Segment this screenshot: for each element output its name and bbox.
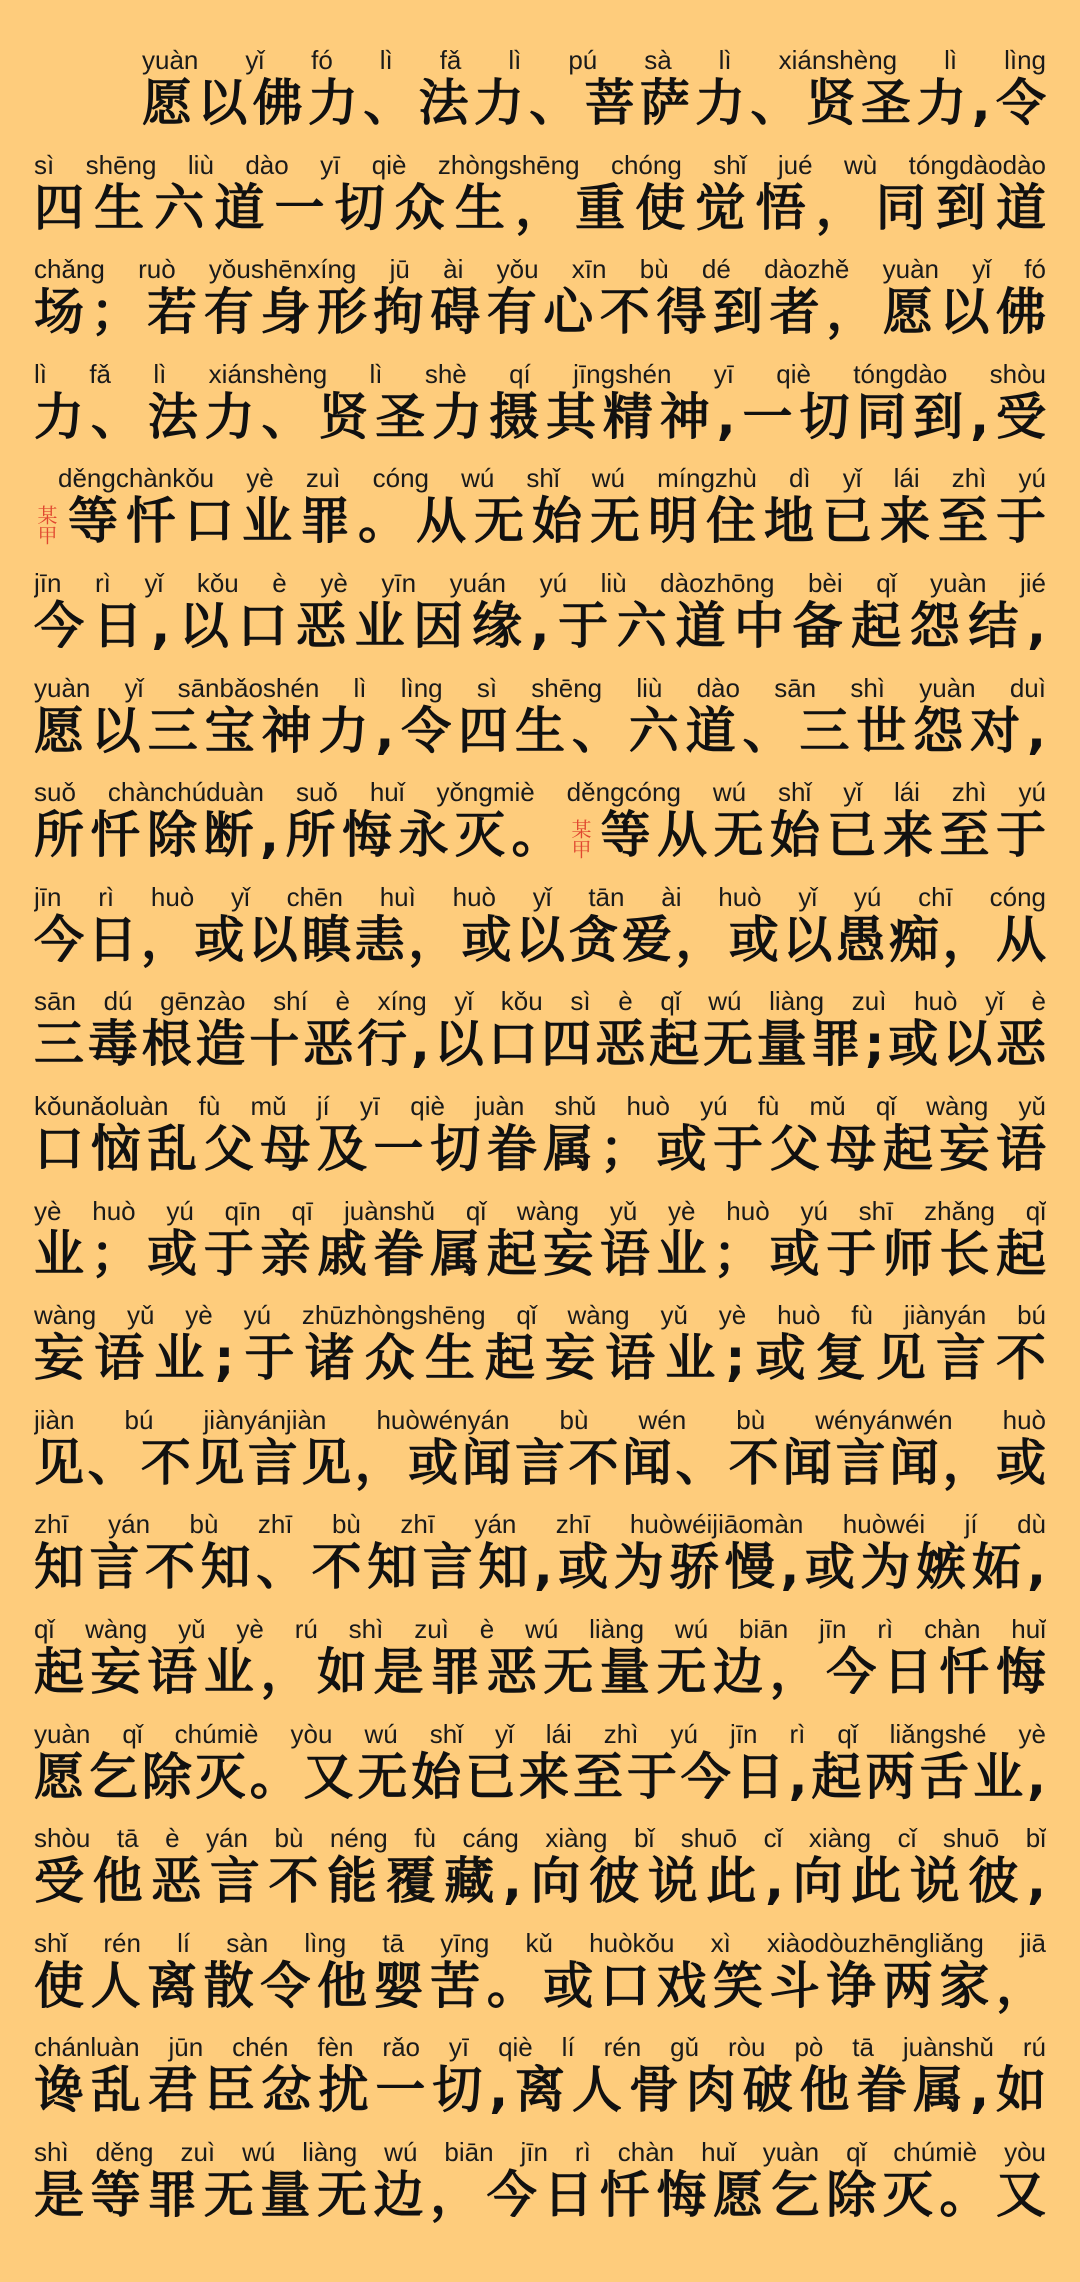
pinyin-row: yuàn qǐ chúmiè yòu wú shǐ yǐ lái zhì yú jīn rì qǐ liǎngshé yè [34, 1718, 1046, 1749]
pinyin-row: chǎng ruò yǒushēnxíng jū ài yǒu xīn bù dé dàozhě yuàn yǐ fó [34, 254, 1046, 285]
pinyin-row: yè huò yú qīn qī juànshǔ qǐ wàng yǔ yè huò yú shī zhǎng qǐ [34, 1195, 1046, 1226]
verse-line-20 [34, 2032, 1046, 2137]
verse-line-21 [34, 2137, 1046, 2242]
pinyin-row: kǒunǎoluàn fù mǔ jí yī qiè juàn shǔ huò yú fù mǔ qǐ wàng yǔ [34, 1090, 1046, 1121]
verse-line-6 [34, 568, 1046, 673]
verse-line-9 [34, 882, 1046, 987]
verse-line-15 [34, 1509, 1046, 1614]
verse-line-11 [34, 1091, 1046, 1196]
verse-line-3 [34, 254, 1046, 359]
pinyin-row: jīn rì huò yǐ chēn huì huò yǐ tān ài huò yǐ yú chī cóng [34, 881, 1046, 912]
verse-line-12 [34, 1196, 1046, 1301]
hanzi-row: 妄语业;于诸众生起妄语业;或复见言不 [34, 1330, 1046, 1387]
verse-line-8 [34, 777, 1046, 882]
verse-line-10 [34, 986, 1046, 1091]
pinyin-row: suǒ chànchúduàn suǒ huǐ yǒngmiè děngcóng wú shǐ yǐ lái zhì yú [34, 777, 1046, 808]
pinyin-row: zhī yán bù zhī bù zhī yán zhī huòwéijiāomàn huòwéi jí dù [34, 1509, 1046, 1540]
hanzi-row: 见、不见言见，或闻言不闻、不闻言闻，或 [34, 1434, 1046, 1491]
pinyin-row: děngchànkǒu yè zuì cóng wú shǐ wú míngzhù dì yǐ lái zhì yú [58, 463, 1046, 494]
hanzi-row: 受他恶言不能覆藏,向彼说此,向此说彼, [34, 1853, 1046, 1910]
verse-line-19 [34, 1928, 1046, 2033]
pinyin-row: sì shēng liù dào yī qiè zhòngshēng chóng shǐ jué wù tóngdàodào [34, 149, 1046, 180]
pinyin-row: jiàn bú jiànyánjiàn huòwényán bù wén bù wényánwén huò [34, 1404, 1046, 1435]
hanzi-text: 所忏除断,所悔永灭。 [34, 807, 568, 864]
pinyin-row: shì děng zuì wú liàng wú biān jīn rì chàn huǐ yuàn qǐ chúmiè yòu [34, 2136, 1046, 2167]
verse-line-17 [34, 1719, 1046, 1824]
pinyin-row: jīn rì yǐ kǒu è yè yīn yuán yú liù dàozhōng bèi qǐ yuàn jié [34, 567, 1046, 598]
pinyin-row: wàng yǔ yè yú zhūzhòngshēng qǐ wàng yǔ yè huò fù jiànyán bú [34, 1300, 1046, 1331]
hanzi-row [34, 493, 1046, 549]
pinyin-row: chánluàn jūn chén fèn rǎo yī qiè lí rén gǔ ròu pò tā juànshǔ rú [34, 2032, 1046, 2063]
verse-line-5 [34, 463, 1046, 568]
hanzi-row [34, 807, 1046, 863]
hanzi-row: 谗乱君臣忿扰一切,离人骨肉破他眷属,如 [34, 2062, 1046, 2119]
verse-line-16 [34, 1614, 1046, 1719]
pinyin-row: shòu tā è yán bù néng fù cáng xiàng bǐ shuō cǐ xiàng cǐ shuō bǐ [34, 1823, 1046, 1854]
verse-line-1 [34, 45, 1046, 150]
verse-line-2 [34, 150, 1046, 255]
hanzi-row: 愿乞除灭。又无始已来至于今日,起两舌业, [34, 1748, 1046, 1805]
hanzi-row: 是等罪无量无边，今日忏悔愿乞除灭。又 [34, 2166, 1046, 2223]
pinyin-row: yuàn yǐ sānbǎoshén lì lìng sì shēng liù dào sān shì yuàn duì [34, 672, 1046, 703]
name-placeholder-note: 某甲 [568, 818, 592, 859]
pinyin-row: lì fǎ lì xiánshèng lì shè qí jīngshén yī qiè tóngdào shòu [34, 358, 1046, 389]
hanzi-row: 知言不知、不知言知,或为骄慢,或为嫉妬, [34, 1539, 1046, 1596]
hanzi-row: 力、法力、贤圣力摄其精神,一切同到,受 [34, 388, 1046, 445]
hanzi-row: 愿以佛力、法力、菩萨力、贤圣力,令 [142, 75, 1046, 131]
pinyin-row: shǐ rén lí sàn lìng tā yīng kǔ huòkǒu xì xiàodòuzhēngliǎng jiā [34, 1927, 1046, 1958]
hanzi-row: 使人离散令他婴苦。或口戏笑斗诤两家， [34, 1957, 1046, 2014]
hanzi-row: 起妄语业，如是罪恶无量无边，今日忏悔 [34, 1643, 1046, 1700]
pinyin-row: sān dú gēnzào shí è xíng yǐ kǒu sì è qǐ wú liàng zuì huò yǐ è [34, 986, 1046, 1017]
pinyin-row: qǐ wàng yǔ yè rú shì zuì è wú liàng wú biān jīn rì chàn huǐ [34, 1613, 1046, 1644]
hanzi-row: 口恼乱父母及一切眷属；或于父母起妄语 [34, 1120, 1046, 1177]
hanzi-row: 业；或于亲戚眷属起妄语业；或于师长起 [34, 1225, 1046, 1282]
verse-line-13 [34, 1300, 1046, 1405]
hanzi-row: 愿以三宝神力,令四生、六道、三世怨对, [34, 702, 1046, 759]
hanzi-row: 今日,以口恶业因缘,于六道中备起怨结, [34, 597, 1046, 654]
name-placeholder-note: 某甲 [34, 504, 58, 545]
hanzi-row: 场；若有身形拘碍有心不得到者，愿以佛 [34, 284, 1046, 341]
pinyin-row: yuàn yǐ fó lì fǎ lì pú sà lì xiánshèng lì lìng [142, 45, 1046, 75]
hanzi-row: 四生六道一切众生，重使觉悟，同到道 [34, 179, 1046, 236]
verse-line-4 [34, 359, 1046, 464]
hanzi-text: 等忏口业罪。从无始无明住地已来至于 [60, 493, 1046, 550]
scripture-text [34, 45, 1046, 2241]
hanzi-text-after: 等从无始已来至于 [594, 807, 1046, 864]
verse-line-18 [34, 1823, 1046, 1928]
hanzi-row: 三毒根造十恶行,以口四恶起无量罪;或以恶 [34, 1016, 1046, 1073]
hanzi-row: 今日，或以瞋恚，或以贪爱，或以愚痴，从 [34, 911, 1046, 968]
verse-line-14 [34, 1405, 1046, 1510]
verse-line-7 [34, 673, 1046, 778]
